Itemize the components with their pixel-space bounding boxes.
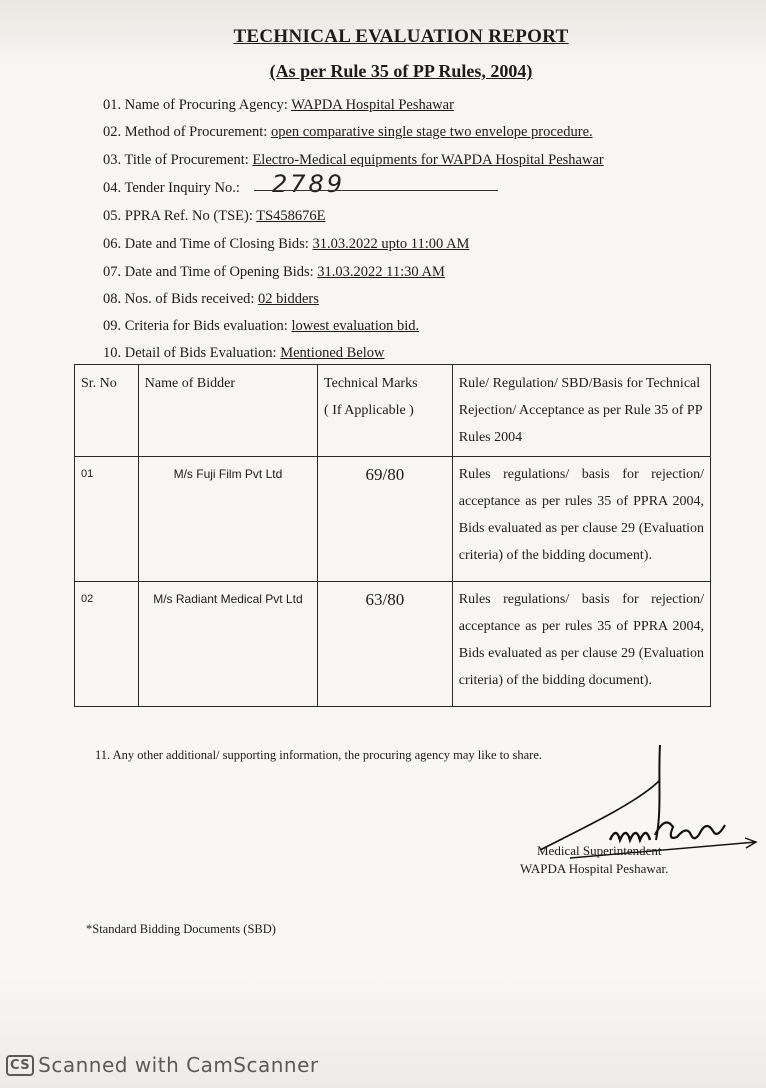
field-label: 04. Tender Inquiry No.: (103, 180, 240, 196)
field-criteria (103, 318, 419, 335)
table-row (75, 457, 711, 582)
field-opening-bids (103, 264, 445, 281)
header-sr-no: Sr. No (75, 365, 139, 457)
camscanner-logo-icon: CS (6, 1055, 34, 1076)
header-marks-sub: ( If Applicable ) (324, 403, 414, 418)
field-label: 01. Name of Procuring Agency: (103, 97, 292, 113)
bids-evaluation-table (74, 364, 711, 707)
signatory-organization: WAPDA Hospital Peshawar. (520, 861, 669, 876)
header-rule-basis: Rule/ Regulation/ SBD/Basis for Technical Rejection/ Acceptance as per Rule 35 of PP Rules 2004 (452, 365, 710, 457)
field-value: lowest evaluation bid. (291, 318, 420, 334)
field-value: WAPDA Hospital Peshawar (291, 97, 454, 113)
cell-bidder-name: M/s Fuji Film Pvt Ltd (138, 457, 317, 582)
cell-rule: Rules regulations/ basis for rejection/ acceptance as per rules 35 of PPRA 2004, Bids evaluated as per clause 29 (Evaluation criteria) of the bidding document). (452, 582, 710, 707)
field-label: 10. Detail of Bids Evaluation: (103, 345, 281, 361)
header-marks-label: Technical Marks (324, 376, 418, 391)
cell-sr: 01 (75, 457, 139, 582)
cell-sr: 02 (75, 582, 139, 707)
handwritten-signature (520, 740, 760, 880)
field-value: 02 bidders (258, 291, 319, 307)
camscanner-watermark (6, 1053, 319, 1077)
field-bids-received (103, 291, 319, 308)
report-subtitle: (As per Rule 35 of PP Rules, 2004) (269, 61, 533, 81)
field-label: 06. Date and Time of Closing Bids: (103, 236, 313, 252)
cell-bidder-name: M/s Radiant Medical Pvt Ltd (138, 582, 317, 707)
field-value: Electro-Medical equipments for WAPDA Hospital Peshawar (252, 152, 604, 168)
tender-number-underline (254, 190, 498, 191)
header-technical-marks (318, 365, 453, 457)
field-value: TS458676E (256, 208, 326, 224)
field-value: 31.03.2022 upto 11:00 AM (312, 236, 470, 252)
sbd-footnote: *Standard Bidding Documents (SBD) (86, 922, 276, 936)
field-ppra-ref (103, 208, 326, 225)
cell-marks: 63/80 (318, 582, 453, 707)
table-row (75, 582, 711, 707)
field-closing-bids (103, 236, 469, 253)
table-header-row (75, 365, 711, 457)
field-label: 02. Method of Procurement: (103, 124, 271, 140)
report-title: TECHNICAL EVALUATION REPORT (233, 26, 569, 47)
field-title-of-procurement (103, 152, 604, 169)
field-label: 05. PPRA Ref. No (TSE): (103, 208, 257, 224)
header-name-of-bidder: Name of Bidder (138, 365, 317, 457)
additional-info-note: 11. Any other additional/ supporting information, the procuring agency may like to share. (95, 748, 543, 762)
field-tender-inquiry (103, 180, 240, 197)
field-label: 03. Title of Procurement: (103, 152, 253, 168)
tender-number-handwritten: 2789 (272, 170, 346, 198)
cell-marks: 69/80 (318, 457, 453, 582)
field-label: 09. Criteria for Bids evaluation: (103, 318, 292, 334)
signatory-role: Medical Superintendent (537, 843, 662, 858)
cell-rule: Rules regulations/ basis for rejection/ acceptance as per rules 35 of PPRA 2004, Bids evaluated as per clause 29 (Evaluation criteria) of the bidding document). (452, 457, 710, 582)
field-label: 08. Nos. of Bids received: (103, 291, 259, 307)
field-procuring-agency (103, 97, 454, 114)
field-value: open comparative single stage two envelope procedure. (270, 124, 593, 140)
field-value: Mentioned Below (280, 345, 385, 361)
field-detail-evaluation (103, 345, 385, 362)
camscanner-text: Scanned with CamScanner (38, 1053, 319, 1077)
field-label: 07. Date and Time of Opening Bids: (103, 264, 318, 280)
field-method (103, 124, 593, 141)
field-value: 31.03.2022 11:30 AM (317, 264, 445, 280)
